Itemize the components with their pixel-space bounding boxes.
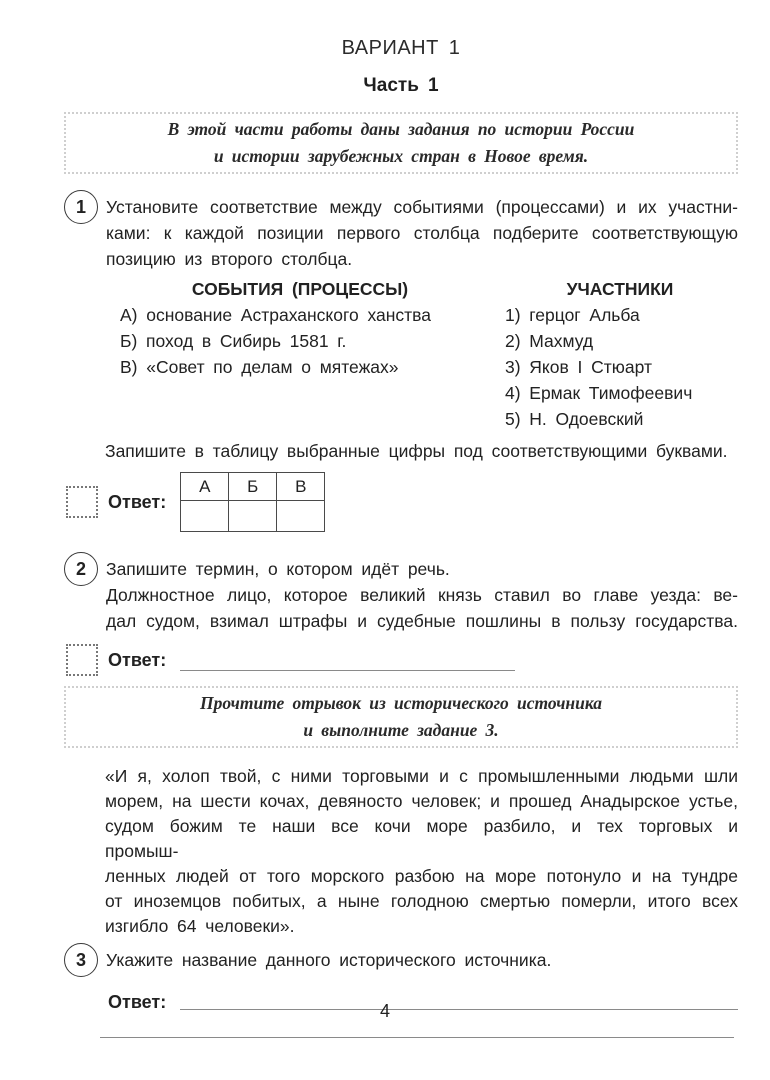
event-item: Б) поход в Сибирь 1581 г. [120, 331, 347, 351]
task-2 [64, 556, 738, 634]
source-quote: «И я, холоп твой, с ними торговыми и с промышленными людьми шли морем, на шести кочах, девяносто человек; и прошед Анадырское устье, судом божим те наши все кочи море разбило, и тех торговых и промыш- ленных людей от того морского разбою на море потонуло и на тундре от иноземцов побитых, а ныне голодною смертью померли, итого всех изгибло 64 человеки». [105, 766, 738, 936]
task-1-write-instruction: Запишите в таблицу выбранные цифры под соответствующими буквами. [105, 441, 728, 461]
page-number: 4 [379, 1001, 390, 1021]
events-column [120, 276, 480, 432]
task-3-title: Укажите название данного исторического источника. [106, 950, 552, 970]
task-2-title: Запишите термин, о котором идёт речь. [106, 559, 450, 579]
task-1-text: Установите соответствие между событиями (процессами) и их участни- ками: к каждой позиции первого столбца подберите соответствующую позицию из второго столбца. [106, 197, 738, 269]
matching-columns [120, 276, 738, 432]
task-1 [64, 194, 738, 272]
answer-table-header-cell: Б [229, 473, 277, 501]
participant-item: 1) герцог Альба [505, 305, 640, 325]
task-2-answer-row [66, 644, 738, 676]
event-item: А) основание Астраханского ханства [120, 305, 431, 325]
answer-marker-box [66, 486, 98, 518]
intro-note-box: В этой части работы даны задания по истории России и истории зарубежных стран в Новое время. [64, 112, 738, 174]
task-2-number-badge: 2 [64, 552, 98, 586]
source-note-box: Прочтите отрывок из исторического источника и выполните задание 3. [64, 686, 738, 748]
answer-cell-b[interactable] [229, 501, 277, 532]
participant-item: 5) Н. Одоевский [505, 409, 644, 429]
task-3-answer-continuation-line[interactable] [100, 1037, 734, 1038]
task-3-number-badge: 3 [64, 943, 98, 977]
participants-column [505, 276, 735, 432]
task-3 [64, 947, 738, 977]
task-1-answer-label: Ответ: [108, 492, 167, 512]
answer-table-header-cell: А [181, 473, 229, 501]
task-2-text: Должностное лицо, которое великий князь ставил во главе уезда: ве- дал судом, взимал штрафы и судебные пошлины в пользу государства. [106, 585, 738, 631]
answer-table-header-row [181, 473, 325, 501]
events-column-header: СОБЫТИЯ (ПРОЦЕССЫ) [191, 279, 409, 299]
task-1-answer-table [180, 472, 325, 532]
task-1-answer-row [66, 472, 738, 532]
participant-item: 2) Махмуд [505, 331, 594, 351]
task-2-answer-field[interactable] [180, 670, 515, 671]
event-item: В) «Совет по делам о мятежах» [120, 357, 399, 377]
participants-column-header: УЧАСТНИКИ [566, 279, 674, 299]
answer-table-input-row [181, 501, 325, 532]
task-2-answer-label: Ответ: [108, 650, 167, 670]
variant-title: ВАРИАНТ 1 [341, 37, 461, 59]
answer-cell-v[interactable] [277, 501, 325, 532]
participant-item: 3) Яков I Стюарт [505, 357, 652, 377]
participant-item: 4) Ермак Тимофеевич [505, 383, 693, 403]
answer-table-header-cell: В [277, 473, 325, 501]
answer-marker-box [66, 644, 98, 676]
part-title: Часть 1 [363, 75, 439, 96]
task-1-number-badge: 1 [64, 190, 98, 224]
answer-cell-a[interactable] [181, 501, 229, 532]
task-3-answer-label: Ответ: [108, 992, 167, 1012]
